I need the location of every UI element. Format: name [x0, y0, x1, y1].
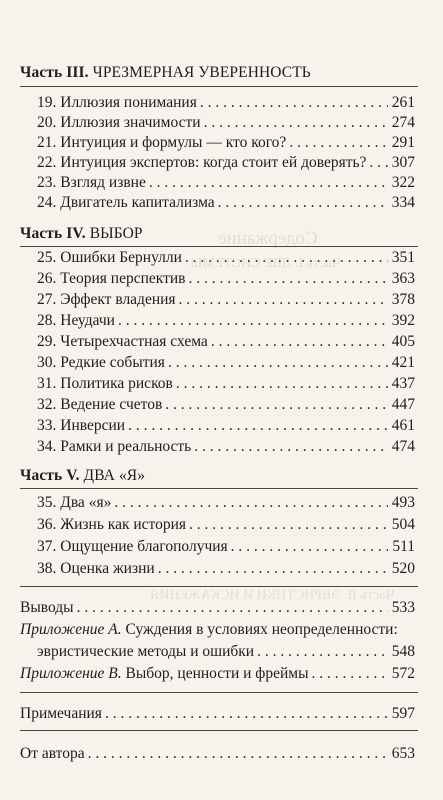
toc-entry[interactable] [37, 333, 415, 351]
page-number: 392 [391, 312, 415, 329]
toc-entry[interactable] [37, 494, 415, 512]
page-number: 261 [391, 94, 415, 111]
dot-leader [77, 599, 388, 617]
toc-entry-appendix-a-cont[interactable] [37, 643, 415, 661]
dot-leader [189, 270, 389, 288]
dot-leader [168, 354, 388, 372]
page-number: 520 [391, 560, 415, 577]
chapter-title: 37. Ощущение благополучия [37, 538, 228, 555]
page-number: 461 [391, 417, 415, 434]
page-number: 504 [391, 516, 415, 533]
chapter-title: 34. Рамки и реальность [37, 438, 192, 455]
part-heading [20, 467, 145, 485]
chapter-title: 23. Взгляд извне [37, 174, 146, 191]
part-heading [20, 225, 143, 243]
dot-leader [200, 94, 388, 112]
page-number: 274 [391, 114, 415, 131]
dot-leader [165, 396, 388, 414]
dot-leader [128, 417, 388, 435]
dot-leader [218, 194, 388, 212]
entry-title: Выбор, ценности и фреймы [121, 665, 309, 682]
chapter-title: 27. Эффект владения [37, 291, 176, 308]
dot-leader [176, 375, 388, 393]
page-number: 437 [391, 375, 415, 392]
chapter-title: 30. Редкие события [37, 354, 165, 371]
page-number: 447 [391, 396, 415, 413]
chapter-title: 26. Теория перспектив [37, 270, 186, 287]
part-title: ДВА «Я» [83, 467, 146, 484]
toc-entry[interactable] [37, 516, 415, 534]
entry-title: От автора [20, 745, 85, 762]
dot-leader [289, 134, 388, 152]
part-title: ЧРЕЗМЕРНАЯ УВЕРЕННОСТЬ [92, 64, 311, 81]
toc-entry[interactable] [37, 94, 415, 112]
toc-entry[interactable] [37, 154, 415, 172]
part-title: ВЫБОР [89, 225, 143, 242]
chapter-title: 24. Двигатель капитализма [37, 194, 215, 211]
chapter-title: 19. Иллюзия понимания [37, 94, 197, 111]
part-label: Часть IV. [20, 225, 86, 242]
toc-entry[interactable] [37, 134, 415, 152]
chapter-title: 22. Интуиция экспертов: когда стоит ей доверять? [37, 154, 367, 171]
dot-leader [189, 516, 388, 534]
dot-leader [312, 665, 389, 683]
dot-leader [369, 154, 388, 172]
chapter-title: 36. Жизнь как история [37, 516, 187, 533]
toc-entry-notes[interactable] [20, 705, 415, 723]
chapter-title: 21. Интуиция и формулы — кто кого? [37, 134, 287, 151]
chapter-title: 20. Иллюзия значимости [37, 114, 201, 131]
toc-entry[interactable] [37, 249, 415, 267]
part-heading [20, 64, 311, 82]
dot-leader [114, 494, 388, 512]
dot-leader [105, 705, 388, 723]
toc-entry[interactable] [37, 417, 415, 435]
page-number: 653 [391, 745, 415, 762]
chapter-title: 33. Инверсии [37, 417, 126, 434]
toc-entry[interactable] [37, 560, 415, 578]
dot-leader [158, 560, 388, 578]
toc-entry[interactable] [37, 375, 415, 393]
part-label: Часть III. [20, 64, 89, 81]
toc-entry[interactable] [37, 270, 415, 288]
entry-title: Примечания [20, 705, 102, 722]
entry-title: Выводы [20, 599, 74, 616]
entry-title-continued: эвристические методы и ошибки [37, 643, 255, 660]
toc-entry-appendix-b[interactable] [20, 665, 415, 683]
chapter-title: 28. Неудачи [37, 312, 115, 329]
dot-leader [194, 438, 388, 456]
bleed-through-heading: Содержание [218, 228, 318, 249]
toc-entry[interactable] [37, 291, 415, 309]
toc-entry-conclusions[interactable] [20, 599, 415, 617]
appendix-label: Приложение А. [20, 621, 122, 638]
part-label: Часть V. [20, 467, 80, 484]
page-number: 548 [391, 643, 415, 660]
page-number: 378 [391, 291, 415, 308]
page-number: 493 [391, 494, 415, 511]
page-number: 405 [391, 333, 415, 350]
page-number: 474 [391, 438, 415, 455]
divider [20, 730, 418, 731]
dot-leader [179, 291, 388, 309]
page-number: 511 [392, 538, 415, 555]
toc-entry[interactable] [37, 312, 415, 330]
dot-leader [88, 745, 388, 763]
chapter-title: 38. Оценка жизни [37, 560, 155, 577]
page-number: 291 [391, 134, 415, 151]
dot-leader [231, 538, 388, 556]
page-number: 533 [391, 599, 415, 616]
bleed-through-line: Часть I. ДВЕ СИСТЕМЫ [190, 256, 341, 271]
page-number: 363 [391, 270, 415, 287]
page-number: 572 [391, 665, 415, 682]
bleed-through-line: Часть II. ЭВРИСТИКИ И ИСКАЖЕНИЯ [150, 588, 395, 603]
appendix-label: Приложение В. [20, 665, 122, 682]
toc-entry[interactable] [37, 438, 415, 456]
toc-entry-appendix-a[interactable] [20, 621, 398, 639]
page-number: 334 [391, 194, 415, 211]
toc-entry[interactable] [37, 396, 415, 414]
toc-entry[interactable] [37, 538, 415, 556]
dot-leader [204, 114, 388, 132]
divider [20, 692, 418, 693]
chapter-title: 32. Ведение счетов [37, 396, 163, 413]
divider [20, 246, 418, 247]
dot-leader [257, 643, 388, 661]
dot-leader [149, 174, 388, 192]
chapter-title: 31. Политика рисков [37, 375, 173, 392]
toc-entry[interactable] [37, 354, 415, 372]
page-number: 307 [391, 154, 415, 171]
dot-leader [211, 333, 388, 351]
page-number: 351 [391, 249, 415, 266]
entry-title: Суждения в условиях неопределенности: [121, 621, 398, 638]
chapter-title: 29. Четырехчастная схема [37, 333, 208, 350]
dot-leader [185, 249, 388, 267]
divider [20, 86, 418, 87]
chapter-title: 35. Два «я» [37, 494, 112, 511]
toc-entry[interactable] [37, 114, 415, 132]
divider [20, 488, 418, 489]
chapter-title: 25. Ошибки Бернулли [37, 249, 182, 266]
toc-entry-author[interactable] [20, 745, 415, 763]
toc-entry[interactable] [37, 194, 415, 212]
page-number: 421 [391, 354, 415, 371]
toc-entry[interactable] [37, 174, 415, 192]
page-number: 322 [391, 174, 415, 191]
divider [20, 586, 418, 587]
page-number: 597 [391, 705, 415, 722]
dot-leader [118, 312, 388, 330]
